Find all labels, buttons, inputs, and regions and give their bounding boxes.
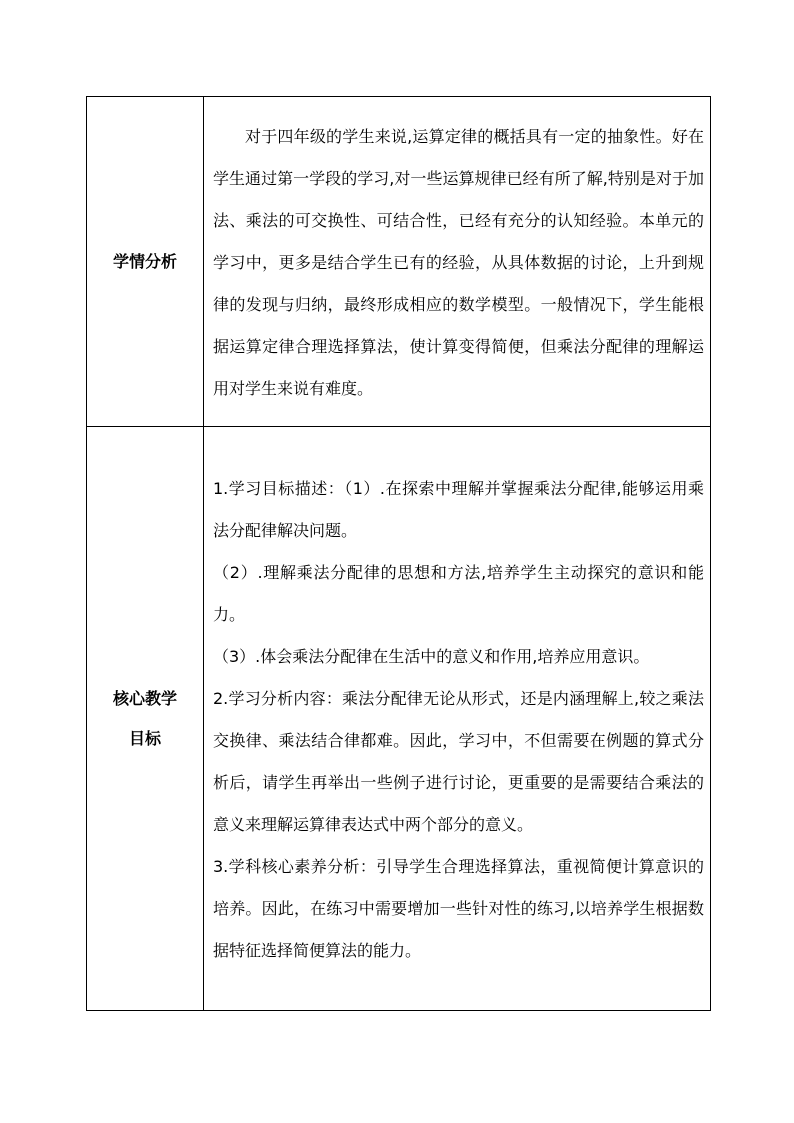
paragraph: （3）.体会乘法分配律在生活中的意义和作用,培养应用意识。 <box>213 646 650 666</box>
row-content-student-analysis <box>204 97 711 427</box>
paragraph: （2）.理解乘法分配律的思想和方法,培养学生主动探究的意识和能力。 <box>213 562 704 624</box>
paragraph: 3.学科核心素养分析：引导学生合理选择算法，重视简便计算意识的培养。因此，在练习中需要增加一些针对性的练习,以培养学生根据数据特征选择简便算法的能力。 <box>213 856 704 960</box>
row-label-line: 目标 <box>128 728 161 748</box>
row-label-core-goals <box>87 427 204 1011</box>
paragraph: 1.学习目标描述：（1）.在探索中理解并掌握乘法分配律,能够运用乘法分配律解决问题。 <box>213 478 704 540</box>
table-row-core-goals <box>87 427 711 1011</box>
row-label-student-analysis <box>87 97 204 427</box>
paragraph: 2.学习分析内容：乘法分配律无论从形式，还是内涵理解上,较之乘法交换律、乘法结合律都难。因此，学习中，不但需要在例题的算式分析后，请学生再举出一些例子进行讨论，更重要的是需要结合乘法的意义来理解运算律表达式中两个部分的意义。 <box>213 688 704 834</box>
row-label-line: 核心教学 <box>112 688 177 708</box>
paragraph: 对于四年级的学生来说,运算定律的概括具有一定的抽象性。好在学生通过第一学段的学习,对一些运算规律已经有所了解,特别是对于加法、乘法的可交换性、可结合性，已经有充分的认知经验。本单元的学习中，更多是结合学生已有的经验，从具体数据的讨论，上升到规律的发现与归纳，最终形成相应的数学模型。一般情况下，学生能根据运算定律合理选择算法，使计算变得简便，但乘法分配律的理解运用对学生来说有难度。 <box>213 126 704 398</box>
row-label-text: 学情分析 <box>112 251 177 271</box>
lesson-plan-table <box>86 96 711 1011</box>
row-content-core-goals <box>204 427 711 1011</box>
table-row-student-analysis <box>87 97 711 427</box>
